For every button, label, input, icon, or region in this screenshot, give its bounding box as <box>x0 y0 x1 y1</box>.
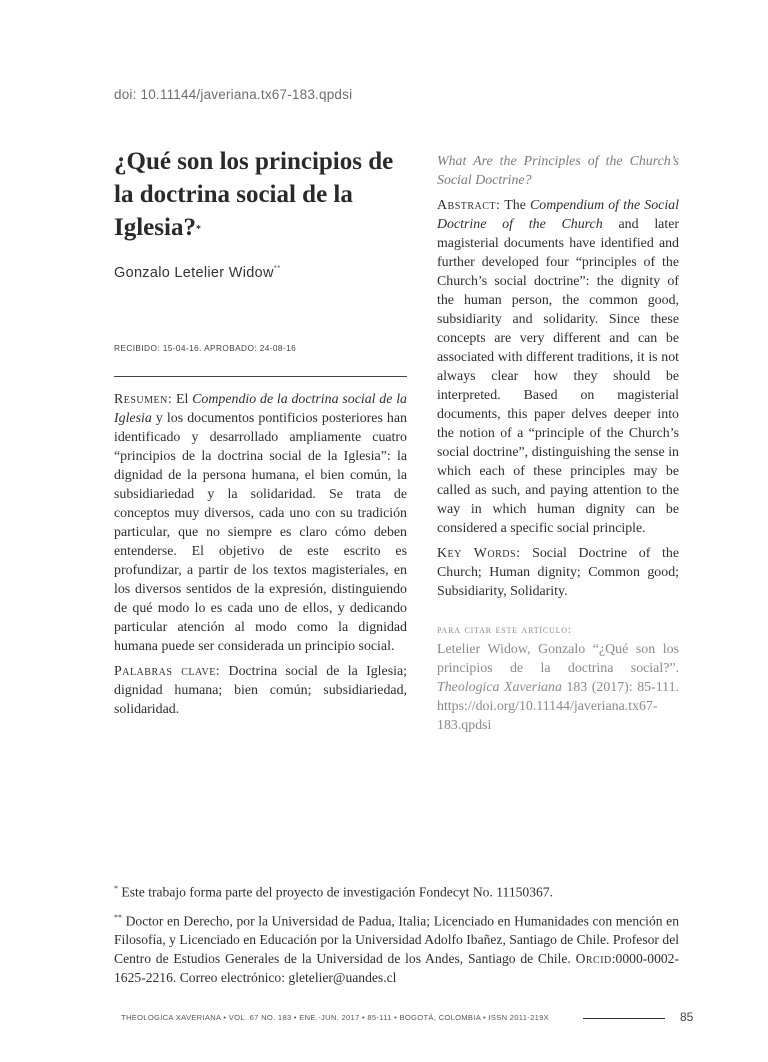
footnote-1 <box>114 879 679 902</box>
citation-text <box>437 640 679 735</box>
resumen-italic: Compendio de la doctrina social de la Iglesia <box>114 392 407 426</box>
orcid-text: :0000-0002-1625-2216. Correo electrónico: gletelier@uandes.cl <box>114 951 679 986</box>
divider <box>114 376 407 377</box>
footnote-1-text: Este trabajo forma parte del proyecto de investigación Fondecyt No. 11150367. <box>118 884 553 900</box>
footer-divider <box>583 1018 665 1019</box>
footnote-2-mark: ** <box>114 912 122 922</box>
english-abstract-column <box>437 152 679 741</box>
palabras-clave-text: Doctrina social de la Iglesia; dignidad humana; bien común; subsidiariedad, solidaridad. <box>114 664 407 717</box>
abstract-paragraph <box>437 196 679 538</box>
article-title-text: ¿Qué son los principios de la doctrina social de la Iglesia? <box>114 148 394 241</box>
english-title: What Are the Principles of the Church’s Social Doctrine? <box>437 154 679 188</box>
key-words-text: Social Doctrine of the Church; Human dignity; Common good; Subsidiarity, Solidarity. <box>437 546 679 599</box>
article-title <box>114 145 414 244</box>
resumen-paragraph <box>114 390 407 656</box>
author-name-text: Gonzalo Letelier Widow <box>114 264 274 281</box>
citation-text-1: Letelier Widow, Gonzalo “¿Qué son los principios de la doctrina social?”. <box>437 642 679 676</box>
abstract-text: The <box>500 198 531 213</box>
resumen-text: El <box>172 392 193 407</box>
abstract-text-2: and later magisterial documents have identified and further developed four “principles of the Church’s social doctrine”: the dignity of the human person, the common good, subsidiarity and solidarity. Since these concepts are very different and can be associated with different traditions, it is not always clear how they should be interpreted. Based on magisterial documents, this paper delves deeper into the notion of a “principle of the Church’s social doctrine”, distinguishing the sense in which each of these principles may be called as such, and paying attention to the way in which human dignity can be considered a specific social principle. <box>437 217 679 536</box>
footnote-1-mark: * <box>114 884 118 893</box>
title-footnote-mark: * <box>195 224 201 235</box>
doi-line: doi: 10.11144/javeriana.tx67-183.qpdsi <box>114 87 353 102</box>
received-dates: RECIBIDO: 15-04-16. APROBADO: 24-08-16 <box>114 343 297 353</box>
abstract-label: Abstract: <box>437 198 501 213</box>
abstract-italic: Compendium of the Social Doctrine of the Church <box>437 198 679 232</box>
author-name <box>114 264 281 281</box>
footnotes <box>114 879 679 993</box>
citation-text-2: 183 (2017): 85-111. https://doi.org/10.11144/javeriana.tx67-183.qpdsi <box>437 680 679 733</box>
running-footer: THEOLOGICA XAVERIANA • VOL. 67 NO. 183 • ENE.-JUN. 2017 • 85-111 • BOGOTÁ, COLOMBIA • ISSN 2011-219X <box>121 1013 550 1022</box>
resumen-text-2: y los documentos pontificios posteriores han identificado y desarrollado ampliamente cuatro “principios de la doctrina social de la Iglesia”: la dignidad de la persona humana, el bien común, la subsidiariedad y la solidaridad. Se trata de conceptos muy diversos, cada uno con su tradición particular, que no siempre es claro cómo deben entenderse. El objetivo de este escrito es profundizar, a partir de los textos magisteriales, en los diversos sentidos de la expresión, distinguiendo de qué modo lo es cada uno de ellos, y dedicando particular atención al modo como la dignidad humana puede ser considerada un principio social. <box>114 411 407 654</box>
spanish-abstract-column <box>114 390 407 725</box>
footnote-2-text: Doctor en Derecho, por la Universidad de Padua, Italia; Licenciado en Humanidades con mención en Filosofía, y Licenciado en Educación por la Universidad Adolfo Ibañez, Santiago de Chile. Profesor del Centro de Estudios Generales de la Universidad de los Andes, Santiago de Chile. <box>114 913 679 967</box>
author-footnote-mark: ** <box>273 264 281 273</box>
palabras-clave-label: Palabras clave: <box>114 664 221 679</box>
palabras-clave-paragraph <box>114 662 407 719</box>
footnote-2 <box>114 908 679 988</box>
citation-label: para citar este artículo: <box>437 624 572 636</box>
key-words-paragraph <box>437 544 679 601</box>
key-words-label: Key Words: <box>437 546 521 561</box>
citation-journal: Theologica Xaveriana <box>437 680 562 695</box>
orcid-label: Orcid <box>575 951 612 967</box>
resumen-label: Resumen: <box>114 392 173 407</box>
page-number: 85 <box>680 1010 694 1024</box>
